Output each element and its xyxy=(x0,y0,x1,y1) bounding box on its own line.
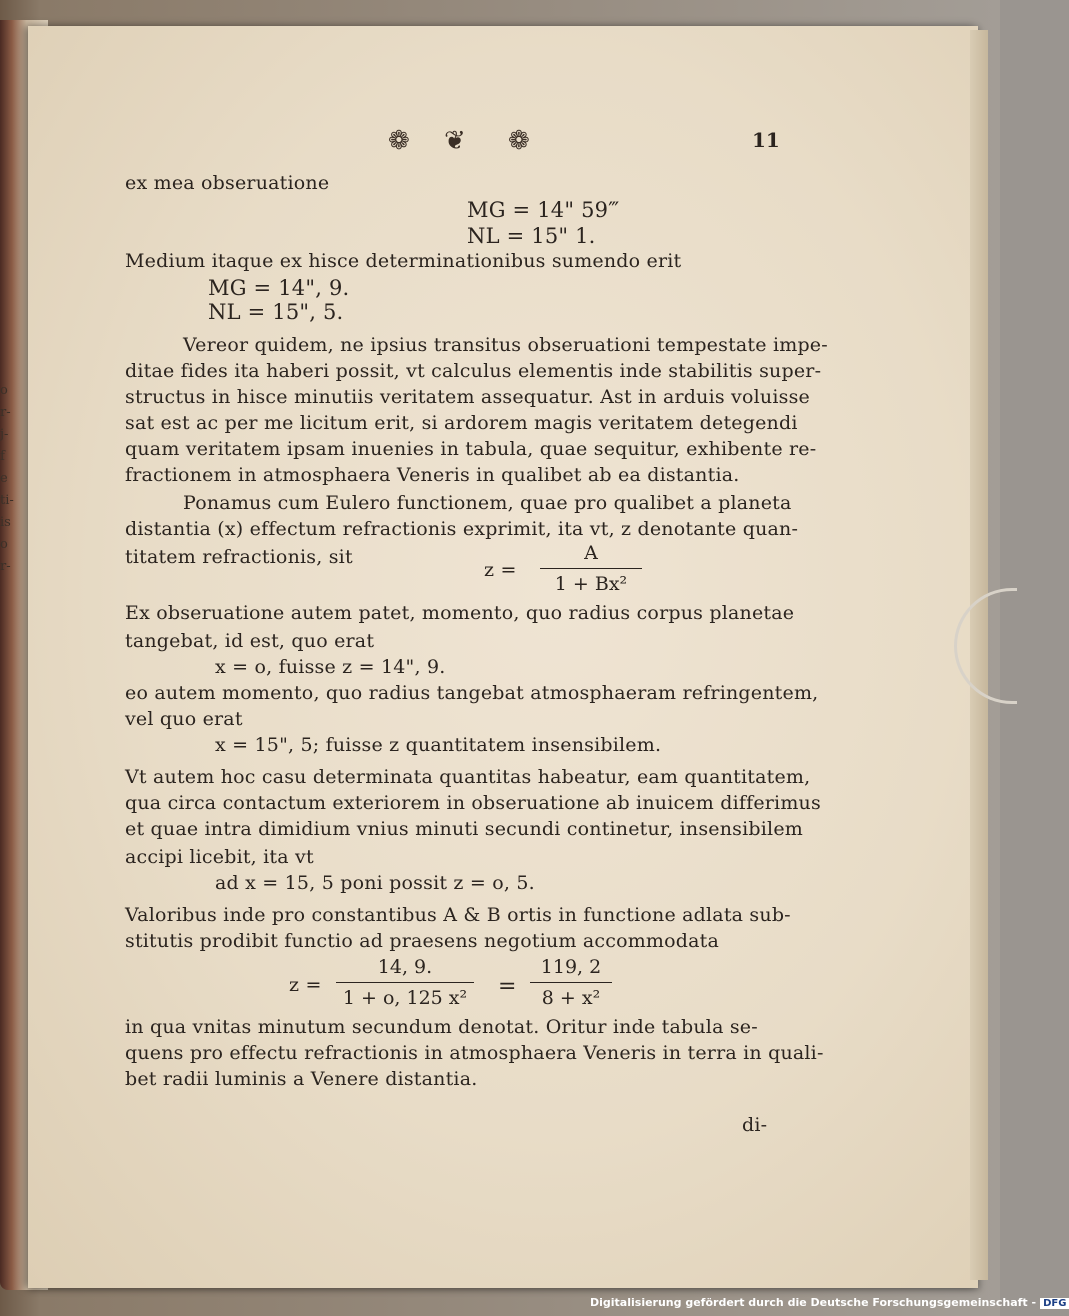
margin-fragment: e xyxy=(0,471,8,486)
text-line: Valoribus inde pro constantibus A & B ortis in functione adlata sub- xyxy=(125,904,791,926)
digitization-credit xyxy=(590,1296,1069,1309)
dfg-logo: DFG xyxy=(1040,1298,1069,1309)
text-line: structus in hisce minutiis veritatem assequatur. Ast in arduis voluisse xyxy=(125,386,810,408)
ornament-icon: ❦ xyxy=(444,126,466,156)
formula-lhs: z = xyxy=(484,559,517,581)
page-number: 11 xyxy=(752,128,780,152)
text-line: Ex obseruatione autem patet, momento, quo radius corpus planetae xyxy=(125,602,795,624)
text-line: sat est ac per me licitum erit, si ardorem magis veritatem detegendi xyxy=(125,412,798,434)
text-line: stitutis prodibit functio ad praesens negotium accommodata xyxy=(125,930,720,952)
margin-fragment: o xyxy=(0,383,8,398)
credit-text: Digitalisierung gefördert durch die Deutsche Forschungsgemeinschaft - xyxy=(590,1296,1037,1309)
text-line: titatem refractionis, sit xyxy=(125,546,353,568)
equation-line: MG = 14" 59‴ xyxy=(467,198,620,222)
text-line: fractionem in atmosphaera Veneris in qualibet ab ea distantia. xyxy=(125,464,740,486)
fraction-numerator: 14, 9. xyxy=(377,956,433,978)
fraction-denominator: 1 + o, 125 x² xyxy=(342,987,468,1009)
formula-fraction xyxy=(540,542,642,595)
margin-fragment: r- xyxy=(0,559,11,574)
margin-fragment: f xyxy=(0,449,5,464)
fraction-numerator: A xyxy=(584,542,598,564)
text-line: accipi licebit, ita vt xyxy=(125,846,314,868)
text-line: vel quo erat xyxy=(125,708,243,730)
equation-line: ad x = 15, 5 poni possit z = o, 5. xyxy=(215,872,535,894)
formula-fraction xyxy=(530,956,612,1009)
text-line: Vereor quidem, ne ipsius transitus obseruationi tempestate impe- xyxy=(183,334,828,356)
text-line: bet radii luminis a Venere distantia. xyxy=(125,1068,478,1090)
margin-fragment: j- xyxy=(0,427,9,442)
text-line: quam veritatem ipsam inuenies in tabula, quae sequitur, exhibente re- xyxy=(125,438,817,460)
fraction-numerator: 119, 2 xyxy=(540,956,602,978)
text-line: quens pro effectu refractionis in atmosphaera Veneris in terra in quali- xyxy=(125,1042,824,1064)
equation-line: NL = 15", 5. xyxy=(208,300,344,324)
text-line: Medium itaque ex hisce determinationibus sumendo erit xyxy=(125,250,682,272)
fraction-denominator: 1 + Bx² xyxy=(554,573,628,595)
margin-fragment: o xyxy=(0,537,8,552)
ornament-icon: ❁ xyxy=(388,126,410,156)
text-line: eo autem momento, quo radius tangebat atmosphaeram refringentem, xyxy=(125,682,819,704)
equation-line: MG = 14", 9. xyxy=(208,276,350,300)
fraction-denominator: 8 + x² xyxy=(541,987,601,1009)
text-line: qua circa contactum exteriorem in obseruatione ab inuicem differimus xyxy=(125,792,821,814)
left-margin-fragments xyxy=(0,380,22,1000)
formula-lhs: z = xyxy=(289,974,322,996)
text-line: et quae intra dimidium vnius minuti secundi continetur, insensibilem xyxy=(125,818,803,840)
equation-line: x = o, fuisse z = 14", 9. xyxy=(215,656,446,678)
text-line: Vt autem hoc casu determinata quantitas habeatur, eam quantitatem, xyxy=(125,766,811,788)
text-line: distantia (x) effectum refractionis exprimit, ita vt, z denotante quan- xyxy=(125,518,799,540)
formula-fraction xyxy=(336,956,474,1009)
equation-line: NL = 15" 1. xyxy=(467,224,596,248)
equation-line: x = 15", 5; fuisse z quantitatem insensibilem. xyxy=(215,734,662,756)
ornament-icon: ❁ xyxy=(508,126,530,156)
formula-equals: = xyxy=(498,974,517,999)
text-line: ditae fides ita haberi possit, vt calculus elementis inde stabilitis super- xyxy=(125,360,822,382)
text-line: tangebat, id est, quo erat xyxy=(125,630,375,652)
margin-fragment: ti- xyxy=(0,493,14,508)
margin-fragment: r- xyxy=(0,405,11,420)
catchword: di- xyxy=(742,1114,768,1136)
margin-fragment: is xyxy=(0,515,11,530)
text-line: in qua vnitas minutum secundum denotat. Oritur inde tabula se- xyxy=(125,1016,758,1038)
text-line: Ponamus cum Eulero functionem, quae pro qualibet a planeta xyxy=(183,492,792,514)
text-line: ex mea obseruatione xyxy=(125,172,330,194)
